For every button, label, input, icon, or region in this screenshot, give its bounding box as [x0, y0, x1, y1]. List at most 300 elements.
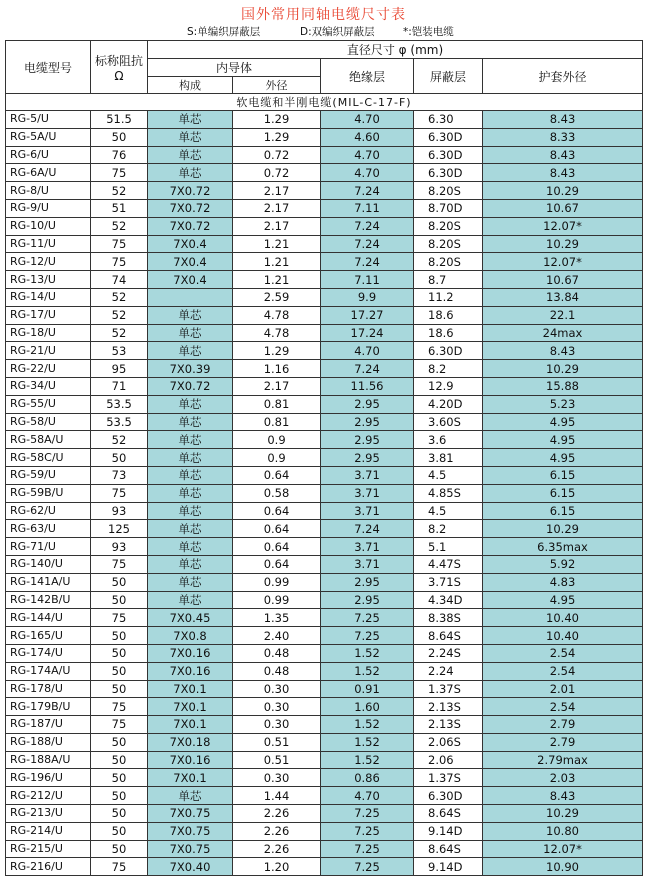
table-row [6, 698, 643, 716]
cell-model: RG-63/U [6, 520, 91, 538]
cell-composition: 7X0.72 [148, 377, 233, 395]
cell-model: RG-55/U [6, 395, 91, 413]
cell-model: RG-6A/U [6, 164, 91, 182]
cell-composition: 7X0.39 [148, 360, 233, 378]
cell-model: RG-12/U [6, 253, 91, 271]
cell-outer-diameter: 2.17 [233, 199, 321, 217]
cell-insulation: 11.56 [321, 377, 414, 395]
cell-impedance: 51.5 [91, 111, 148, 129]
cell-model: RG-178/U [6, 680, 91, 698]
cell-insulation: 4.60 [321, 128, 414, 146]
cell-model: RG-142B/U [6, 591, 91, 609]
cell-insulation: 0.91 [321, 680, 414, 698]
cell-insulation: 2.95 [321, 395, 414, 413]
cell-insulation: 1.52 [321, 733, 414, 751]
cell-insulation: 1.60 [321, 698, 414, 716]
cell-shield: 4.85S [414, 484, 483, 502]
cell-composition: 7X0.16 [148, 644, 233, 662]
cell-shield: 4.20D [414, 395, 483, 413]
cell-jacket: 8.43 [483, 111, 643, 129]
cell-impedance: 52 [91, 217, 148, 235]
cell-insulation: 4.70 [321, 342, 414, 360]
cell-shield: 12.9 [414, 377, 483, 395]
cell-insulation: 3.71 [321, 484, 414, 502]
cell-model: RG-34/U [6, 377, 91, 395]
cell-outer-diameter: 1.16 [233, 360, 321, 378]
cell-insulation: 7.24 [321, 253, 414, 271]
cell-insulation: 7.25 [321, 627, 414, 645]
cell-impedance: 50 [91, 822, 148, 840]
cell-shield: 3.81 [414, 449, 483, 467]
cell-outer-diameter: 0.51 [233, 733, 321, 751]
cell-jacket: 12.07* [483, 840, 643, 858]
cell-outer-diameter: 0.9 [233, 431, 321, 449]
cell-jacket: 10.40 [483, 627, 643, 645]
cell-model: RG-174A/U [6, 662, 91, 680]
table-row [6, 377, 643, 395]
cell-shield: 6.30D [414, 342, 483, 360]
cell-shield: 8.2 [414, 360, 483, 378]
table-row [6, 484, 643, 502]
cell-impedance: 74 [91, 271, 148, 289]
cell-jacket: 10.67 [483, 199, 643, 217]
cell-shield: 6.30D [414, 128, 483, 146]
cell-insulation: 4.70 [321, 787, 414, 805]
cell-model: RG-9/U [6, 199, 91, 217]
cell-jacket: 5.23 [483, 395, 643, 413]
cell-composition: 7X0.16 [148, 751, 233, 769]
cell-insulation: 1.52 [321, 751, 414, 769]
cell-jacket: 4.95 [483, 413, 643, 431]
cell-jacket: 15.88 [483, 377, 643, 395]
table-row [6, 342, 643, 360]
cell-composition: 7X0.75 [148, 822, 233, 840]
page-title: 国外常用同轴电缆尺寸表 [241, 7, 406, 23]
cell-impedance: 50 [91, 662, 148, 680]
cell-model: RG-58A/U [6, 431, 91, 449]
cell-composition: 单芯 [148, 413, 233, 431]
cell-model: RG-212/U [6, 787, 91, 805]
cell-outer-diameter: 0.51 [233, 751, 321, 769]
cell-composition: 7X0.72 [148, 182, 233, 200]
table-row [6, 716, 643, 734]
cell-impedance: 75 [91, 858, 148, 876]
cell-shield: 8.64S [414, 627, 483, 645]
section-title: 软电缆和半刚电缆(MIL-C-17-F) [6, 94, 643, 111]
cell-composition: 单芯 [148, 520, 233, 538]
table-row [6, 182, 643, 200]
cell-model: RG-187/U [6, 716, 91, 734]
cell-composition: 单芯 [148, 164, 233, 182]
cell-impedance: 52 [91, 324, 148, 342]
cell-insulation: 7.24 [321, 520, 414, 538]
table-row [6, 164, 643, 182]
cell-composition: 单芯 [148, 466, 233, 484]
table-row [6, 111, 643, 129]
table-row [6, 858, 643, 876]
cell-impedance: 50 [91, 787, 148, 805]
cell-composition: 7X0.40 [148, 858, 233, 876]
cell-shield: 9.14D [414, 858, 483, 876]
cell-jacket: 4.95 [483, 431, 643, 449]
cell-outer-diameter: 0.99 [233, 591, 321, 609]
cell-jacket: 6.15 [483, 484, 643, 502]
cell-model: RG-216/U [6, 858, 91, 876]
cell-insulation: 7.25 [321, 609, 414, 627]
table-row [6, 324, 643, 342]
cell-shield: 2.06S [414, 733, 483, 751]
cell-outer-diameter: 2.59 [233, 288, 321, 306]
cell-shield: 5.1 [414, 538, 483, 556]
cell-composition: 单芯 [148, 502, 233, 520]
cell-composition: 7X0.16 [148, 662, 233, 680]
cell-model: RG-5/U [6, 111, 91, 129]
cell-shield: 4.47S [414, 555, 483, 573]
table-body [6, 111, 643, 876]
table-row [6, 235, 643, 253]
cell-insulation: 4.70 [321, 146, 414, 164]
table-row [6, 520, 643, 538]
cell-outer-diameter: 0.30 [233, 716, 321, 734]
cell-composition: 7X0.72 [148, 217, 233, 235]
cell-insulation: 3.71 [321, 466, 414, 484]
table-row [6, 573, 643, 591]
table-row [6, 395, 643, 413]
cell-model: RG-13/U [6, 271, 91, 289]
header-jacket: 护套外径 [483, 59, 643, 94]
cell-outer-diameter: 0.30 [233, 769, 321, 787]
cell-outer-diameter: 1.29 [233, 111, 321, 129]
cell-insulation: 2.95 [321, 413, 414, 431]
cell-jacket: 8.43 [483, 342, 643, 360]
cell-impedance: 75 [91, 609, 148, 627]
cell-composition: 单芯 [148, 538, 233, 556]
header-impedance [91, 41, 148, 94]
cell-jacket: 10.29 [483, 520, 643, 538]
cell-impedance: 73 [91, 466, 148, 484]
cell-shield: 4.5 [414, 466, 483, 484]
cell-shield: 3.60S [414, 413, 483, 431]
cell-insulation: 7.11 [321, 199, 414, 217]
cell-insulation: 3.71 [321, 502, 414, 520]
cell-outer-diameter: 2.17 [233, 182, 321, 200]
cell-impedance: 50 [91, 840, 148, 858]
cell-shield: 4.34D [414, 591, 483, 609]
table-row [6, 431, 643, 449]
cell-insulation: 2.95 [321, 449, 414, 467]
cell-jacket: 10.40 [483, 609, 643, 627]
legend [5, 25, 642, 40]
cell-jacket: 10.29 [483, 235, 643, 253]
cell-model: RG-22/U [6, 360, 91, 378]
cell-jacket: 8.43 [483, 164, 643, 182]
table-row [6, 627, 643, 645]
cell-model: RG-144/U [6, 609, 91, 627]
cell-shield: 8.38S [414, 609, 483, 627]
cell-shield: 2.24S [414, 644, 483, 662]
cell-impedance: 52 [91, 306, 148, 324]
cell-jacket: 12.07* [483, 253, 643, 271]
table-row [6, 680, 643, 698]
cell-composition: 7X0.18 [148, 733, 233, 751]
table-row [6, 609, 643, 627]
cell-jacket: 24max [483, 324, 643, 342]
cell-impedance: 50 [91, 627, 148, 645]
cell-composition: 单芯 [148, 787, 233, 805]
cell-model: RG-179B/U [6, 698, 91, 716]
cell-outer-diameter: 0.99 [233, 573, 321, 591]
table-row [6, 306, 643, 324]
cell-outer-diameter: 0.9 [233, 449, 321, 467]
cell-outer-diameter: 1.29 [233, 342, 321, 360]
cell-impedance: 75 [91, 698, 148, 716]
cell-composition: 单芯 [148, 431, 233, 449]
cell-model: RG-213/U [6, 805, 91, 823]
table-row [6, 751, 643, 769]
cell-model: RG-215/U [6, 840, 91, 858]
cell-insulation: 7.24 [321, 217, 414, 235]
table-row [6, 822, 643, 840]
table-row [6, 787, 643, 805]
coax-dimension-table [5, 40, 643, 876]
cell-shield: 2.06 [414, 751, 483, 769]
cell-impedance: 75 [91, 253, 148, 271]
cell-outer-diameter: 0.48 [233, 662, 321, 680]
cell-insulation: 3.71 [321, 538, 414, 556]
cell-composition: 7X0.4 [148, 235, 233, 253]
cell-outer-diameter: 0.64 [233, 538, 321, 556]
cell-model: RG-8/U [6, 182, 91, 200]
cell-jacket: 8.43 [483, 787, 643, 805]
cell-shield: 2.13S [414, 698, 483, 716]
cell-jacket: 10.29 [483, 360, 643, 378]
header-model: 电缆型号 [6, 41, 91, 94]
legend-double-braid: D:双编织屏蔽层 [300, 26, 375, 38]
table-row [6, 538, 643, 556]
cell-impedance: 52 [91, 182, 148, 200]
cell-insulation: 7.25 [321, 858, 414, 876]
cell-jacket: 10.67 [483, 271, 643, 289]
cell-outer-diameter: 2.17 [233, 377, 321, 395]
cell-outer-diameter: 0.64 [233, 466, 321, 484]
cell-model: RG-18/U [6, 324, 91, 342]
header-insulation: 绝缘层 [321, 59, 414, 94]
cell-shield: 8.7 [414, 271, 483, 289]
cell-impedance: 50 [91, 769, 148, 787]
cell-model: RG-59/U [6, 466, 91, 484]
cell-outer-diameter: 2.17 [233, 217, 321, 235]
cell-outer-diameter: 4.78 [233, 306, 321, 324]
table-row [6, 733, 643, 751]
cell-insulation: 17.27 [321, 306, 414, 324]
cell-insulation: 1.52 [321, 662, 414, 680]
cell-model: RG-14/U [6, 288, 91, 306]
table-row [6, 591, 643, 609]
table-row [6, 555, 643, 573]
cell-composition: 7X0.1 [148, 769, 233, 787]
cell-composition: 单芯 [148, 573, 233, 591]
cell-insulation: 7.11 [321, 271, 414, 289]
header-impedance-label: 标称阻抗 [94, 53, 143, 68]
cell-insulation: 7.25 [321, 840, 414, 858]
cell-outer-diameter: 2.26 [233, 822, 321, 840]
cell-impedance: 93 [91, 502, 148, 520]
table-row [6, 805, 643, 823]
cell-insulation: 1.52 [321, 716, 414, 734]
cell-impedance: 76 [91, 146, 148, 164]
cell-model: RG-58C/U [6, 449, 91, 467]
cell-impedance: 52 [91, 288, 148, 306]
cell-insulation: 7.25 [321, 805, 414, 823]
cell-outer-diameter: 1.29 [233, 128, 321, 146]
legend-single-braid: S:单编织屏蔽层 [187, 26, 261, 38]
table-row [6, 662, 643, 680]
header-outer-diameter: 外径 [233, 77, 321, 94]
cell-outer-diameter: 2.40 [233, 627, 321, 645]
cell-insulation: 7.25 [321, 822, 414, 840]
cell-jacket: 10.29 [483, 182, 643, 200]
table-row [6, 128, 643, 146]
cell-model: RG-10/U [6, 217, 91, 235]
cell-outer-diameter: 0.64 [233, 555, 321, 573]
table-row [6, 502, 643, 520]
cell-outer-diameter: 0.64 [233, 502, 321, 520]
cell-shield: 1.37S [414, 680, 483, 698]
cell-composition: 7X0.1 [148, 698, 233, 716]
table-row [6, 271, 643, 289]
cell-model: RG-165/U [6, 627, 91, 645]
cell-insulation: 2.95 [321, 573, 414, 591]
cell-impedance: 50 [91, 733, 148, 751]
cell-model: RG-196/U [6, 769, 91, 787]
cell-impedance: 71 [91, 377, 148, 395]
cell-composition: 单芯 [148, 555, 233, 573]
cell-shield: 9.14D [414, 822, 483, 840]
cell-insulation: 2.95 [321, 431, 414, 449]
cell-model: RG-140/U [6, 555, 91, 573]
cell-shield: 8.20S [414, 182, 483, 200]
cell-impedance: 50 [91, 591, 148, 609]
cell-composition: 7X0.4 [148, 253, 233, 271]
cell-impedance: 125 [91, 520, 148, 538]
cell-outer-diameter: 1.21 [233, 235, 321, 253]
coax-table-page [5, 5, 642, 876]
cell-insulation: 4.70 [321, 164, 414, 182]
cell-insulation: 7.24 [321, 360, 414, 378]
cell-insulation: 4.70 [321, 111, 414, 129]
cell-outer-diameter: 0.58 [233, 484, 321, 502]
cell-outer-diameter: 1.20 [233, 858, 321, 876]
cell-composition: 7X0.72 [148, 199, 233, 217]
cell-jacket: 6.35max [483, 538, 643, 556]
cell-impedance: 75 [91, 164, 148, 182]
cell-jacket: 2.79 [483, 733, 643, 751]
table-row [6, 769, 643, 787]
cell-composition: 单芯 [148, 128, 233, 146]
cell-model: RG-59B/U [6, 484, 91, 502]
cell-insulation: 3.71 [321, 555, 414, 573]
cell-insulation: 17.24 [321, 324, 414, 342]
table-row [6, 449, 643, 467]
cell-jacket: 4.95 [483, 591, 643, 609]
cell-composition: 单芯 [148, 111, 233, 129]
cell-impedance: 50 [91, 680, 148, 698]
cell-shield: 6.30D [414, 146, 483, 164]
cell-shield: 1.37S [414, 769, 483, 787]
table-row [6, 840, 643, 858]
cell-insulation: 0.86 [321, 769, 414, 787]
cell-composition: 7X0.75 [148, 805, 233, 823]
cell-composition: 单芯 [148, 484, 233, 502]
cell-impedance: 95 [91, 360, 148, 378]
cell-jacket: 8.43 [483, 146, 643, 164]
cell-model: RG-214/U [6, 822, 91, 840]
cell-composition: 单芯 [148, 306, 233, 324]
table-row [6, 413, 643, 431]
cell-model: RG-5A/U [6, 128, 91, 146]
cell-composition: 7X0.8 [148, 627, 233, 645]
cell-outer-diameter: 4.78 [233, 324, 321, 342]
cell-jacket: 2.79 [483, 716, 643, 734]
cell-composition: 7X0.4 [148, 271, 233, 289]
cell-composition [148, 288, 233, 306]
cell-outer-diameter: 0.72 [233, 146, 321, 164]
cell-composition: 单芯 [148, 395, 233, 413]
cell-jacket: 10.29 [483, 805, 643, 823]
cell-model: RG-71/U [6, 538, 91, 556]
cell-insulation: 7.24 [321, 182, 414, 200]
header-shield: 屏蔽层 [414, 59, 483, 94]
cell-shield: 3.6 [414, 431, 483, 449]
cell-outer-diameter: 2.26 [233, 805, 321, 823]
cell-shield: 8.20S [414, 253, 483, 271]
cell-shield: 6.30 [414, 111, 483, 129]
cell-shield: 8.20S [414, 235, 483, 253]
cell-jacket: 4.83 [483, 573, 643, 591]
cell-impedance: 53.5 [91, 413, 148, 431]
cell-composition: 单芯 [148, 324, 233, 342]
cell-impedance: 50 [91, 573, 148, 591]
table-row [6, 644, 643, 662]
cell-composition: 单芯 [148, 146, 233, 164]
cell-outer-diameter: 0.81 [233, 395, 321, 413]
cell-model: RG-188A/U [6, 751, 91, 769]
cell-shield: 18.6 [414, 324, 483, 342]
cell-jacket: 6.15 [483, 502, 643, 520]
cell-model: RG-58/U [6, 413, 91, 431]
table-row [6, 253, 643, 271]
cell-jacket: 2.54 [483, 698, 643, 716]
cell-impedance: 93 [91, 538, 148, 556]
cell-insulation: 7.24 [321, 235, 414, 253]
table-row [6, 466, 643, 484]
cell-jacket: 12.07* [483, 217, 643, 235]
cell-composition: 单芯 [148, 342, 233, 360]
cell-shield: 11.2 [414, 288, 483, 306]
cell-jacket: 10.90 [483, 858, 643, 876]
cell-outer-diameter: 0.48 [233, 644, 321, 662]
cell-shield: 6.30D [414, 787, 483, 805]
cell-impedance: 50 [91, 128, 148, 146]
cell-composition: 7X0.45 [148, 609, 233, 627]
cell-impedance: 75 [91, 716, 148, 734]
cell-model: RG-6/U [6, 146, 91, 164]
cell-impedance: 75 [91, 235, 148, 253]
cell-impedance: 50 [91, 751, 148, 769]
cell-shield: 8.2 [414, 520, 483, 538]
cell-impedance: 75 [91, 555, 148, 573]
header-diameter: 直径尺寸 φ (mm) [148, 41, 643, 59]
